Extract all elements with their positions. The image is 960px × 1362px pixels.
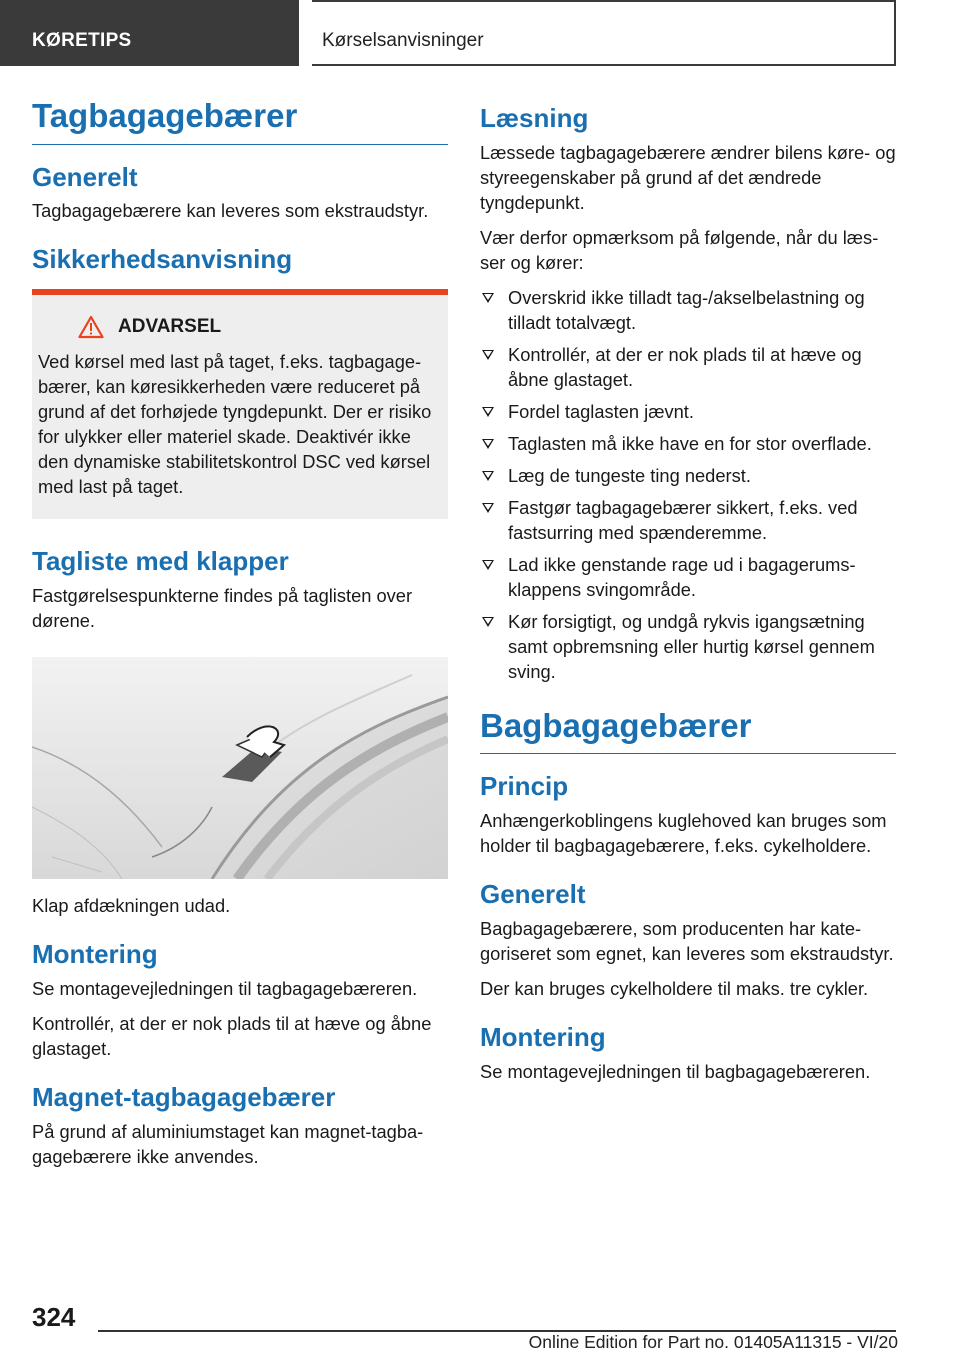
section-heading: Generelt bbox=[32, 161, 138, 192]
list-item: Kontrollér, at der er nok plads til at hæve og åbne glastaget. bbox=[480, 342, 896, 392]
page-header bbox=[0, 0, 960, 66]
edition-text: Online Edition for Part no. 01405A11315 - VI/20 bbox=[528, 1332, 898, 1352]
tagliste-section bbox=[32, 547, 448, 918]
generelt-section bbox=[32, 163, 448, 224]
list-item: Lad ikke genstande rage ud i bagagerumsklappens svingområde. bbox=[480, 552, 896, 602]
paragraph: Vær derfor opmærksom på følgende, når du læsser og kører: bbox=[480, 226, 879, 273]
bullet-triangle-icon bbox=[482, 560, 494, 570]
paragraph: Fastgørelsespunkterne findes på taglisten over dørene. bbox=[32, 585, 413, 632]
chapter-tab: KØRETIPS bbox=[0, 0, 299, 66]
list-item: Taglasten må ikke have en for stor overflade. bbox=[480, 431, 896, 456]
bullet-triangle-icon bbox=[482, 617, 494, 627]
paragraph: På grund af aluminiumstaget kan magnet‑tagbagagebærere ikke anvendes. bbox=[32, 1121, 424, 1168]
montering-section bbox=[32, 940, 448, 1061]
left-column bbox=[32, 96, 448, 1191]
bullet-triangle-icon bbox=[482, 471, 494, 481]
laesning-section bbox=[480, 104, 896, 684]
photo-caption: Klap afdækningen udad. bbox=[32, 895, 231, 917]
section-tab bbox=[312, 0, 896, 66]
bullet-triangle-icon bbox=[482, 293, 494, 303]
paragraph: Kontrollér, at der er nok plads til at hæve og åbne glastaget. bbox=[32, 1013, 432, 1060]
paragraph: Der kan bruges cykelholdere til maks. tre cykler. bbox=[480, 978, 869, 1000]
list-item: Fastgør tagbagagebærer sikkert, f.eks. ved fastsurring med spænderemme. bbox=[480, 495, 896, 545]
section-heading: Sikkerhedsanvisning bbox=[32, 244, 293, 275]
chapter-title: Bagbagagebærer bbox=[480, 706, 896, 755]
right-column bbox=[480, 104, 896, 1106]
paragraph: Tagbagagebærere kan leveres som ekstraudstyr. bbox=[32, 200, 429, 222]
paragraph: Læssede tagbagagebærere ændrer bilens køre- og styreegenskaber på grund af det ændrede tyngdepunkt. bbox=[480, 141, 896, 213]
section-heading: Montering bbox=[32, 939, 158, 970]
page-title: Tagbagagebærer bbox=[32, 96, 448, 145]
warning-text: Ved kørsel med last på taget, f.eks. tagbagagebærer, kan køresikkerheden være reduceret på grund af det forhøjede tyngdepunkt. Der er risiko for ulykker eller materiel skade. Deaktivér ikke den dynamiske stabilitetskontrol DSC ved kørsel med last på taget. bbox=[38, 351, 432, 498]
bullet-triangle-icon bbox=[482, 350, 494, 360]
generelt2-section bbox=[480, 880, 896, 1001]
warning-box bbox=[32, 289, 448, 519]
section-heading: Princip bbox=[480, 771, 569, 802]
list-item: Kør forsigtigt, og undgå rykvis igangsætning samt opbremsning eller hurtig kørsel gennem sving. bbox=[480, 609, 896, 684]
section-heading: Tagliste med klapper bbox=[32, 546, 289, 577]
list-item: Fordel taglasten jævnt. bbox=[480, 399, 896, 424]
section-heading: Montering bbox=[480, 1022, 606, 1053]
magnet-section bbox=[32, 1083, 448, 1169]
list-item: Læg de tungeste ting nederst. bbox=[480, 463, 896, 488]
section-heading: Magnet‑tagbagagebærer bbox=[32, 1082, 336, 1113]
section-heading: Læsning bbox=[480, 103, 589, 133]
sikkerhed-section bbox=[32, 245, 448, 519]
warning-header bbox=[78, 315, 436, 339]
section-heading: Generelt bbox=[480, 879, 586, 910]
roof-rail-photo bbox=[32, 657, 448, 879]
page-footer bbox=[0, 1290, 960, 1362]
list-item: Overskrid ikke tilladt tag-/akselbelastning og tilladt totalvægt. bbox=[480, 285, 896, 335]
princip-section bbox=[480, 772, 896, 858]
bullet-triangle-icon bbox=[482, 439, 494, 449]
bullet-triangle-icon bbox=[482, 503, 494, 513]
paragraph: Anhængerkoblingens kuglehoved kan bruges som holder til bagbagagebærere, f.eks. cykelholdere. bbox=[480, 810, 887, 857]
paragraph: Se montagevejledningen til bagbagagebæreren. bbox=[480, 1061, 871, 1083]
paragraph: Bagbagagebærere, som producenten har kategoriseret som egnet, kan leveres som ekstraudstyr. bbox=[480, 918, 894, 965]
bullet-triangle-icon bbox=[482, 407, 494, 417]
page-number: 324 bbox=[32, 1302, 76, 1332]
loading-list bbox=[480, 285, 896, 684]
paragraph: Se montagevejledningen til tagbagagebæreren. bbox=[32, 978, 418, 1000]
section-title: Kørselsanvisninger bbox=[312, 2, 894, 64]
montering2-section bbox=[480, 1023, 896, 1084]
warning-triangle-icon bbox=[78, 315, 104, 339]
warning-title: ADVARSEL bbox=[118, 316, 222, 338]
